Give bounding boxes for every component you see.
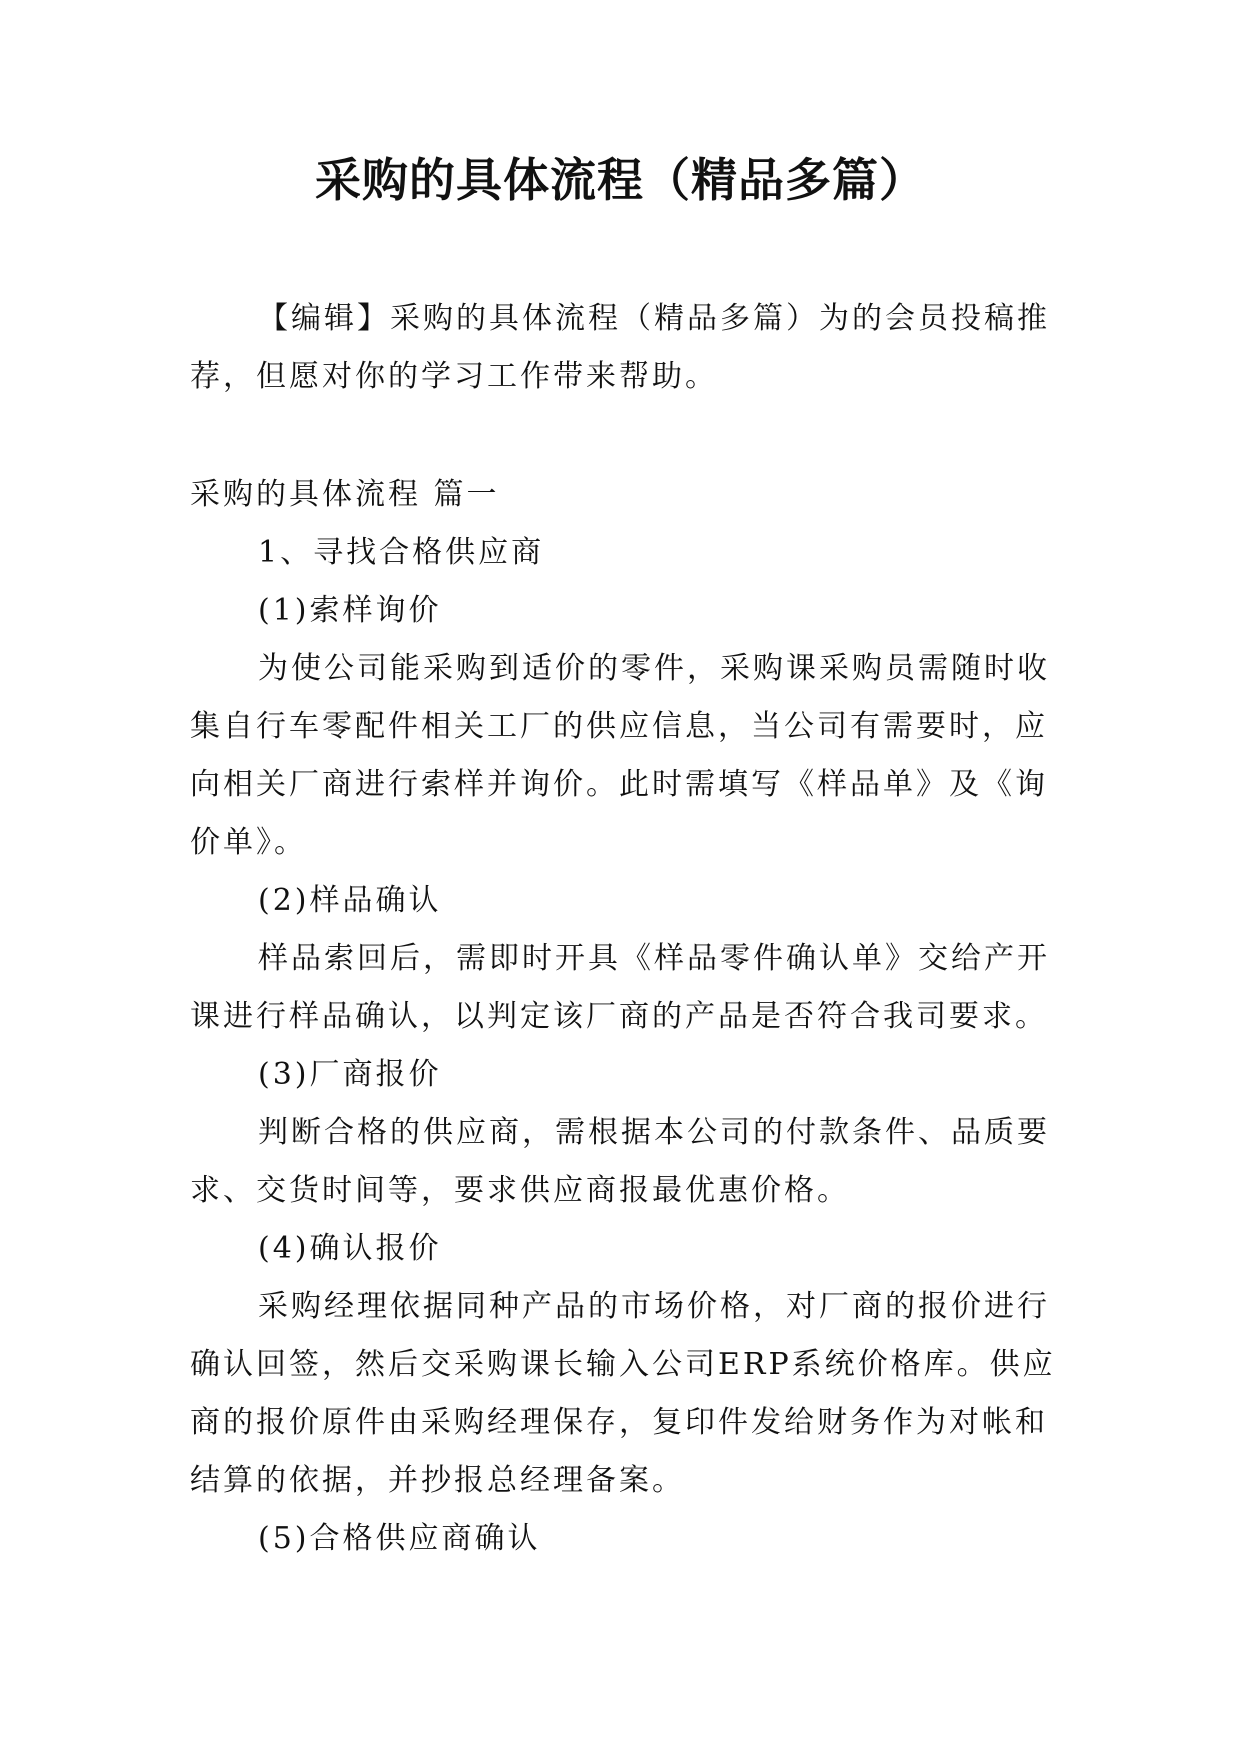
- subsection-heading: (3)厂商报价: [258, 1057, 442, 1092]
- document-title: 采购的具体流程（精品多篇）: [315, 153, 926, 207]
- section-heading: 采购的具体流程 篇一: [190, 477, 500, 512]
- subsection-heading: (5)合格供应商确认: [258, 1521, 541, 1556]
- paragraph: 采购经理依据同种产品的市场价格，对厂商的报价进行确认回签，然后交采购课长输入公司ERP系统价格库。供应商的报价原件由采购经理保存，复印件发给财务作为对帐和结算的依据，并抄报总经理备案。: [190, 1289, 1056, 1498]
- document-body: [190, 290, 1070, 1568]
- subsection-heading: (2)样品确认: [258, 883, 442, 918]
- paragraph: 判断合格的供应商，需根据本公司的付款条件、品质要求、交货时间等，要求供应商报最优惠价格。: [190, 1115, 1050, 1208]
- paragraph: 样品索回后，需即时开具《样品零件确认单》交给产开课进行样品确认，以判定该厂商的产品是否符合我司要求。: [190, 941, 1050, 1034]
- subsection-heading: (1)索样询价: [258, 593, 442, 628]
- intro-paragraph: 【编辑】采购的具体流程（精品多篇）为的会员投稿推荐，但愿对你的学习工作带来帮助。: [190, 301, 1050, 394]
- paragraph: 为使公司能采购到适价的零件，采购课采购员需随时收集自行车零配件相关工厂的供应信息，当公司有需要时，应向相关厂商进行索样并询价。此时需填写《样品单》及《询价单》。: [190, 651, 1050, 860]
- spacer: [190, 406, 1070, 466]
- subsection-heading: (4)确认报价: [258, 1231, 442, 1266]
- step-heading: 1、寻找合格供应商: [258, 535, 545, 570]
